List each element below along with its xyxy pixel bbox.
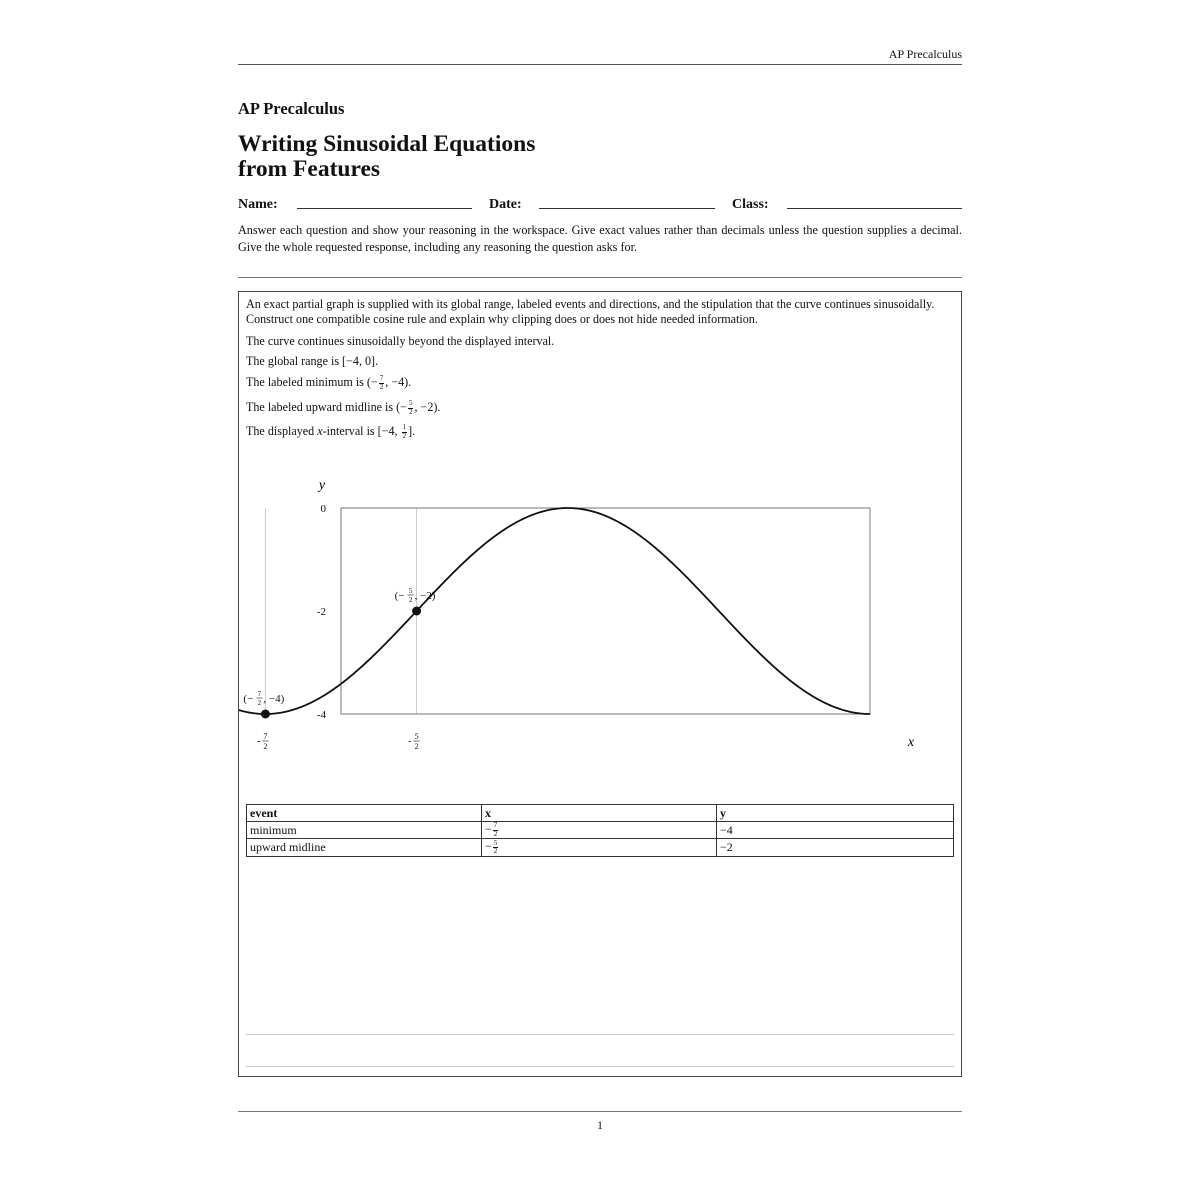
header-rule bbox=[238, 64, 962, 65]
point-label-rest: , −2) bbox=[414, 590, 436, 602]
title-line-2: from Features bbox=[238, 156, 381, 182]
title-line-1: Writing Sinusoidal Equations bbox=[238, 131, 536, 157]
events-table bbox=[246, 804, 954, 857]
fraction-one-half: $\frac{1}{2}$ bbox=[402, 423, 407, 440]
workspace-line[interactable] bbox=[246, 1034, 954, 1035]
workspace-line[interactable] bbox=[246, 1066, 954, 1067]
y-cell: −2 bbox=[717, 839, 954, 856]
question-prompt: An exact partial graph is supplied with its global range, labeled events and directions, and the stipulation that the curve continues sinusoidally. Construct one compatible cosine rule and explain why clipping does or does not hide needed information. bbox=[246, 297, 935, 326]
header-event: event bbox=[247, 805, 482, 822]
x-cell: − $\frac{5}{2}$ bbox=[482, 839, 717, 856]
table-header-row bbox=[247, 805, 954, 822]
point-label-x-numerator: 7 bbox=[257, 690, 262, 698]
y-tick-label: -4 bbox=[316, 709, 326, 721]
student-info-fields bbox=[238, 197, 962, 217]
fraction-five-halves: $\frac{5}{2}$ bbox=[408, 399, 413, 416]
table-row bbox=[247, 822, 954, 839]
table-row bbox=[247, 839, 954, 856]
chart-layer bbox=[239, 503, 870, 751]
date-label: Date: bbox=[489, 197, 522, 212]
header-y: y bbox=[717, 805, 954, 822]
x-tick-label-denominator: 2 bbox=[263, 742, 268, 751]
y-tick-label: 0 bbox=[320, 503, 326, 515]
x-tick-label-denominator: 2 bbox=[414, 742, 419, 751]
fact-minimum: The labeled minimum is (− $\frac{7}{2}$ , −4). bbox=[246, 374, 412, 391]
event-cell: upward midline bbox=[247, 839, 482, 856]
fact-midline: The labeled upward midline is (− $\frac{5}{2}$ , −2). bbox=[246, 399, 441, 416]
point-label-rest: , −4) bbox=[263, 693, 285, 705]
fraction-seven-halves: $\frac{7}{2}$ bbox=[379, 374, 384, 391]
worksheet-title bbox=[238, 132, 535, 182]
x-axis-label: x bbox=[907, 735, 915, 750]
fact-continues: The curve continues sinusoidally beyond the displayed interval. bbox=[246, 334, 555, 348]
x-cell: − $\frac{7}{2}$ bbox=[482, 822, 717, 839]
header-x: x bbox=[482, 805, 717, 822]
point-label-x-denominator: 2 bbox=[257, 699, 262, 707]
point-marker bbox=[261, 710, 270, 719]
x-tick-sign: - bbox=[257, 736, 261, 747]
date-field[interactable] bbox=[539, 208, 715, 209]
point-label-open: (− bbox=[394, 590, 405, 602]
page-number: 1 bbox=[597, 1118, 603, 1132]
x-tick-sign: - bbox=[408, 736, 412, 747]
fact-interval: The displayed x-interval is [−4, $\frac{1}{2}$ ]. bbox=[246, 423, 416, 440]
sinusoid-chart bbox=[239, 292, 961, 792]
x-tick-label-numerator: 7 bbox=[263, 732, 268, 741]
point-label-x-numerator: 5 bbox=[408, 587, 413, 595]
point-marker bbox=[412, 607, 421, 616]
name-label: Name: bbox=[238, 197, 278, 212]
footer-rule bbox=[238, 1111, 962, 1112]
point-label-x-denominator: 2 bbox=[408, 596, 413, 604]
sinusoid-curve bbox=[239, 508, 870, 714]
section-rule bbox=[238, 277, 962, 278]
y-axis-label: y bbox=[318, 478, 326, 493]
name-field[interactable] bbox=[297, 208, 472, 209]
y-tick-label: -2 bbox=[316, 606, 326, 618]
worksheet-page bbox=[238, 0, 962, 1200]
running-head: AP Precalculus bbox=[888, 47, 962, 61]
course-name: AP Precalculus bbox=[238, 99, 345, 118]
y-cell: −4 bbox=[717, 822, 954, 839]
instructions: Answer each question and show your reasoning in the workspace. Give exact values rather than decimals unless the question supplies a decimal. Give the whole requested response, including any reasoning the question asks for. bbox=[238, 223, 962, 254]
point-label-open: (− bbox=[243, 693, 254, 705]
event-cell: minimum bbox=[247, 822, 482, 839]
fact-range: The global range is [−4, 0]. bbox=[246, 354, 379, 368]
class-label: Class: bbox=[732, 197, 769, 212]
x-tick-label-numerator: 5 bbox=[414, 732, 419, 741]
class-field[interactable] bbox=[787, 208, 962, 209]
question-box bbox=[238, 291, 962, 1077]
